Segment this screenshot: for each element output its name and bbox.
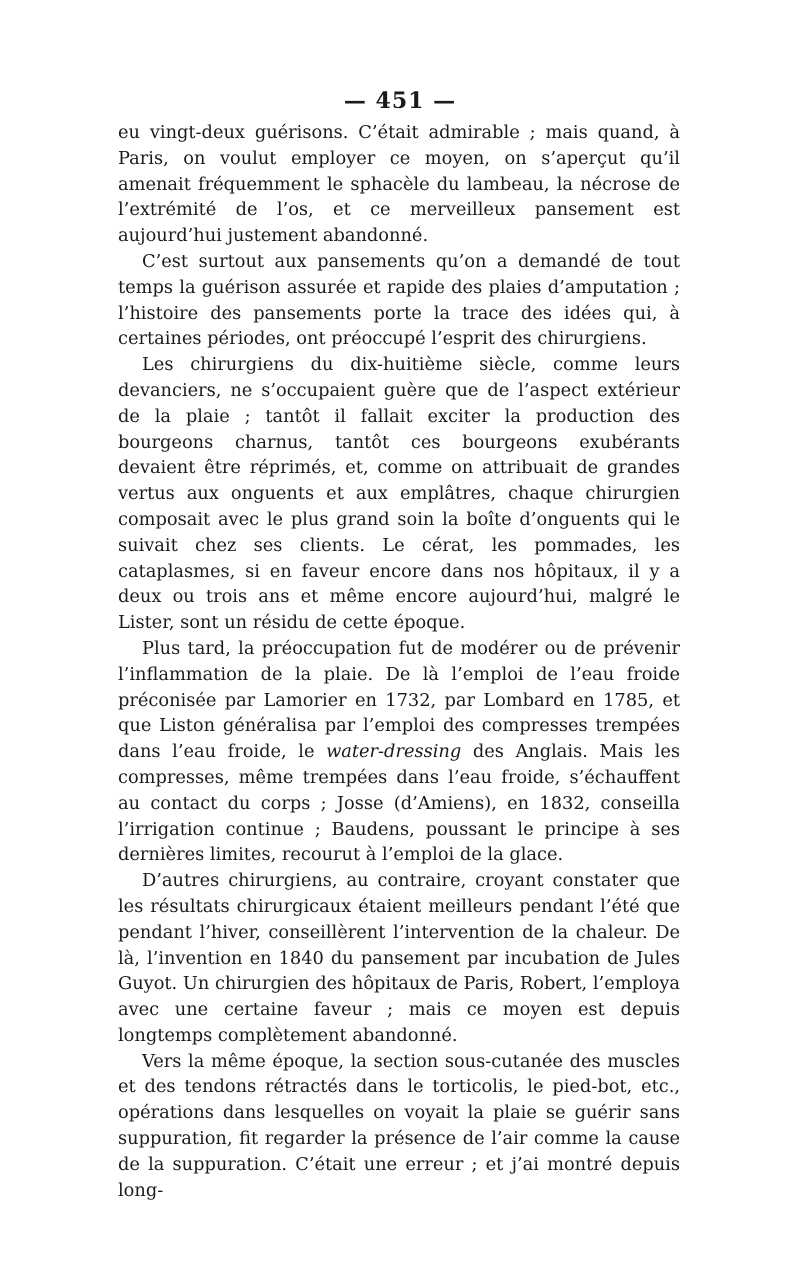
- paragraph-3: Les chirurgiens du dix-huitième siècle, comme leurs devanciers, ne s’occupaient guère que de l’aspect extérieur de la plaie ; tantôt il fallait exciter la production des bourgeons charnus, tantôt ces bourgeons exubérants devaient être réprimés, et, comme on attribuait de grandes vertus aux onguents et aux emplâtres, chaque chirurgien composait avec le plus grand soin la boîte d’onguents qui le suivait chez ses clients. Le cérat, les pommades, les cataplasmes, si en faveur encore dans nos hôpitaux, il y a deux ou trois ans et même encore aujourd’hui, malgré le Lister, sont un résidu de cette époque.: [118, 354, 680, 634]
- paragraph-4-italic-term: water-dressing: [326, 741, 462, 763]
- paragraph-2: C’est surtout aux pansements qu’on a demandé de tout temps la guérison assurée et rapide des plaies d’amputation ; l’histoire des pansements porte la trace des idées qui, à certaines périodes, ont préoccupé l’esprit des chirurgiens.: [118, 250, 680, 350]
- body-text: [118, 120, 680, 1203]
- paragraph-4-part-2: des Anglais. Mais les compresses, même trempées dans l’eau froide, s’échauffent au contact du corps ; Josse (d’Amiens), en 1832, conseilla l’irrigation continue ; Baudens, poussant le principe à ses dernières limites, recourut à l’emploi de la glace.: [118, 741, 680, 866]
- page-number: — 451 —: [343, 88, 457, 114]
- paragraph-5: D’autres chirurgiens, au contraire, croyant constater que les résultats chirurgicaux étaient meilleurs pendant l’été que pendant l’hiver, conseillèrent l’intervention de la chaleur. De là, l’invention en 1840 du pansement par incubation de Jules Guyot. Un chirurgien des hôpitaux de Paris, Robert, l’employa avec une certaine faveur ; mais ce moyen est depuis longtemps complètement abandonné.: [118, 870, 681, 1046]
- paragraph-4-part-1: Plus tard, la préoccupation fut de modérer ou de prévenir l’inflammation de la plaie. De là l’emploi de l’eau froide préconisée par Lamorier en 1732, par Lombard en 1785, et que Liston généralisa par l’emploi des compresses trempées dans l’eau froide, le: [118, 637, 680, 763]
- paragraph-1: eu vingt-deux guérisons. C’était admirable ; mais quand, à Paris, on voulut employer ce moyen, on s’aperçut qu’il amenait fréquemment le sphacèle du lambeau, la nécrose de l’extrémité de l’os, et ce merveilleux pansement est aujourd’hui justement abandonné.: [118, 122, 680, 247]
- paragraph-4: [118, 636, 680, 868]
- paragraph-6: Vers la même époque, la section sous-cutanée des muscles et des tendons rétractés dans le torticolis, le pied-bot, etc., opérations dans lesquelles on voyait la plaie se guérir sans suppuration, fit regarder la présence de l’air comme la cause de la suppuration. C’était une erreur ; et j’ai montré depuis long-: [118, 1050, 680, 1201]
